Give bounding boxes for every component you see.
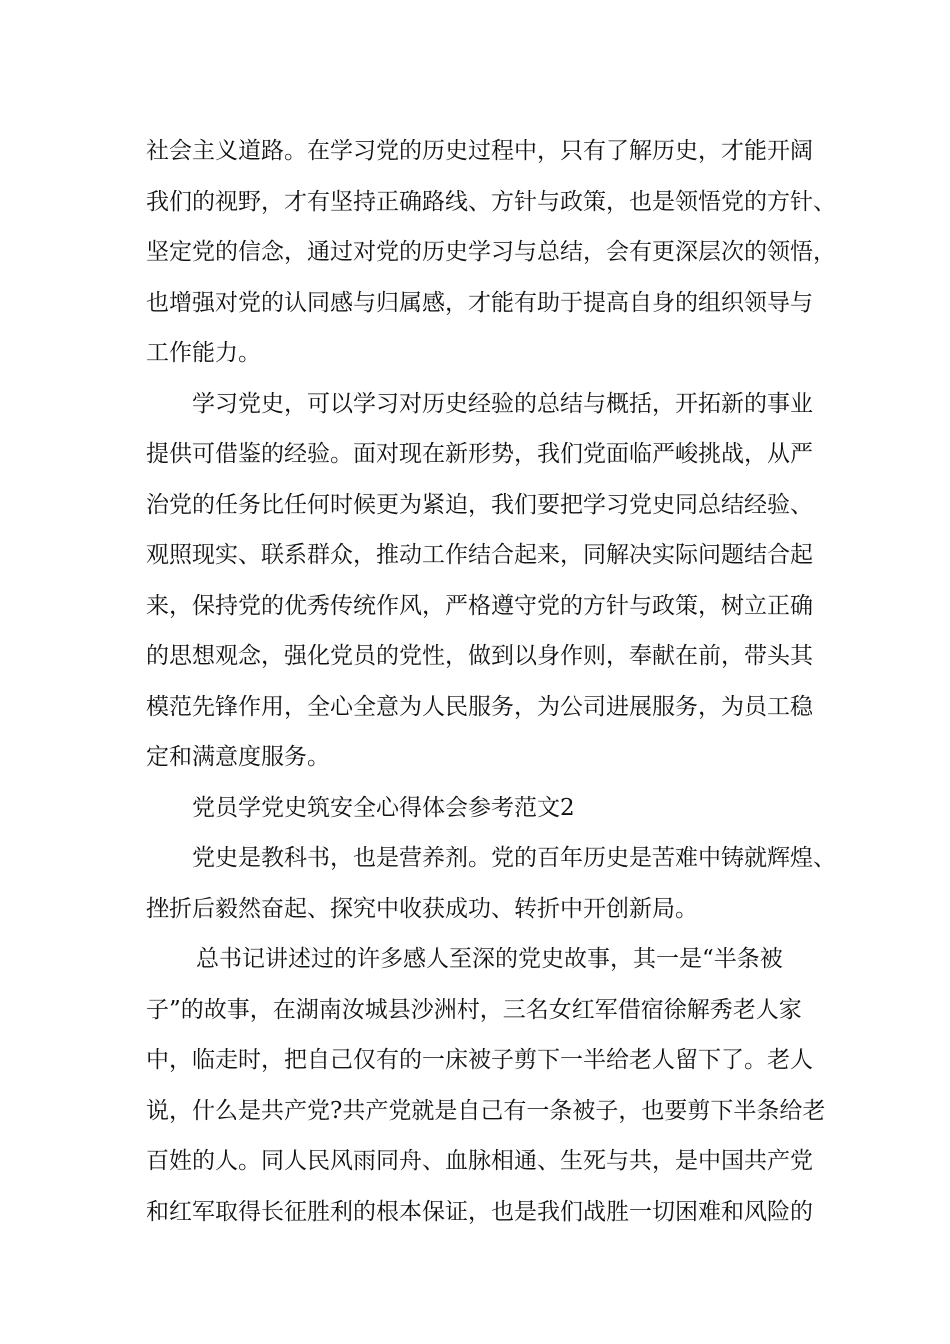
paragraph-line: 挫折后毅然奋起、探究中收获成功、转折中开创新局。 [146, 895, 698, 922]
paragraph-line: 说，什么是共产党?共产党就是自己有一条被子，也要剪下半条给老 [146, 1097, 826, 1124]
paragraph-line: 子”的故事，在湖南汝城县沙洲村，三名女红军借宿徐解秀老人家 [146, 996, 802, 1023]
section-heading: 党员学党史筑安全心得体会参考范文2 [192, 794, 575, 821]
paragraph-line: 的思想观念，强化党员的党性，做到以身作则，奉献在前，带头其 [146, 643, 813, 669]
paragraph-line: 定和满意度服务。 [146, 744, 330, 770]
paragraph-line: 来，保持党的优秀传统作风，严格遵守党的方针与政策，树立正确 [146, 592, 813, 619]
paragraph-line: 学习党史，可以学习对历史经验的总结与概括，开拓新的事业 [192, 390, 813, 417]
paragraph-line: 提供可借鉴的经验。面对现在新形势，我们党面临严峻挑战，从严 [146, 441, 813, 467]
paragraph-line: 治党的任务比任何时候更为紧迫，我们要把学习党史同总结经验、 [146, 491, 813, 518]
paragraph-line: 中，临走时，把自己仅有的一床被子剪下一半给老人留下了。老人 [146, 1047, 813, 1073]
paragraph-line: 也增强对党的认同感与归属感，才能有助于提高自身的组织领导与 [146, 289, 813, 316]
paragraph-line: 社会主义道路。在学习党的历史过程中，只有了解历史，才能开阔 [146, 138, 813, 164]
paragraph-line: 观照现实、联系群众，推动工作结合起来，同解决实际问题结合起 [146, 542, 813, 568]
paragraph-line: 和红军取得长征胜利的根本保证，也是我们战胜一切困难和风险的 [146, 1198, 813, 1225]
paragraph-line: 工作能力。 [146, 340, 261, 366]
paragraph-line: 模范先锋作用，全心全意为人民服务，为公司进展服务，为员工稳 [146, 693, 813, 720]
paragraph-line: 我们的视野，才有坚持正确路线、方针与政策，也是领悟党的方针、 [146, 188, 836, 215]
paragraph-line: 总书记讲述过的许多感人至深的党史故事，其一是“半条被 [196, 946, 783, 972]
paragraph-line: 百姓的人。同人民风雨同舟、血脉相通、生死与共，是中国共产党 [146, 1148, 813, 1174]
paragraph-line: 坚定党的信念，通过对党的历史学习与总结，会有更深层次的领悟， [146, 239, 836, 265]
paragraph-line: 党史是教科书，也是营养剂。党的百年历史是苦难中铸就辉煌、 [192, 845, 836, 871]
document-body [146, 126, 836, 1237]
